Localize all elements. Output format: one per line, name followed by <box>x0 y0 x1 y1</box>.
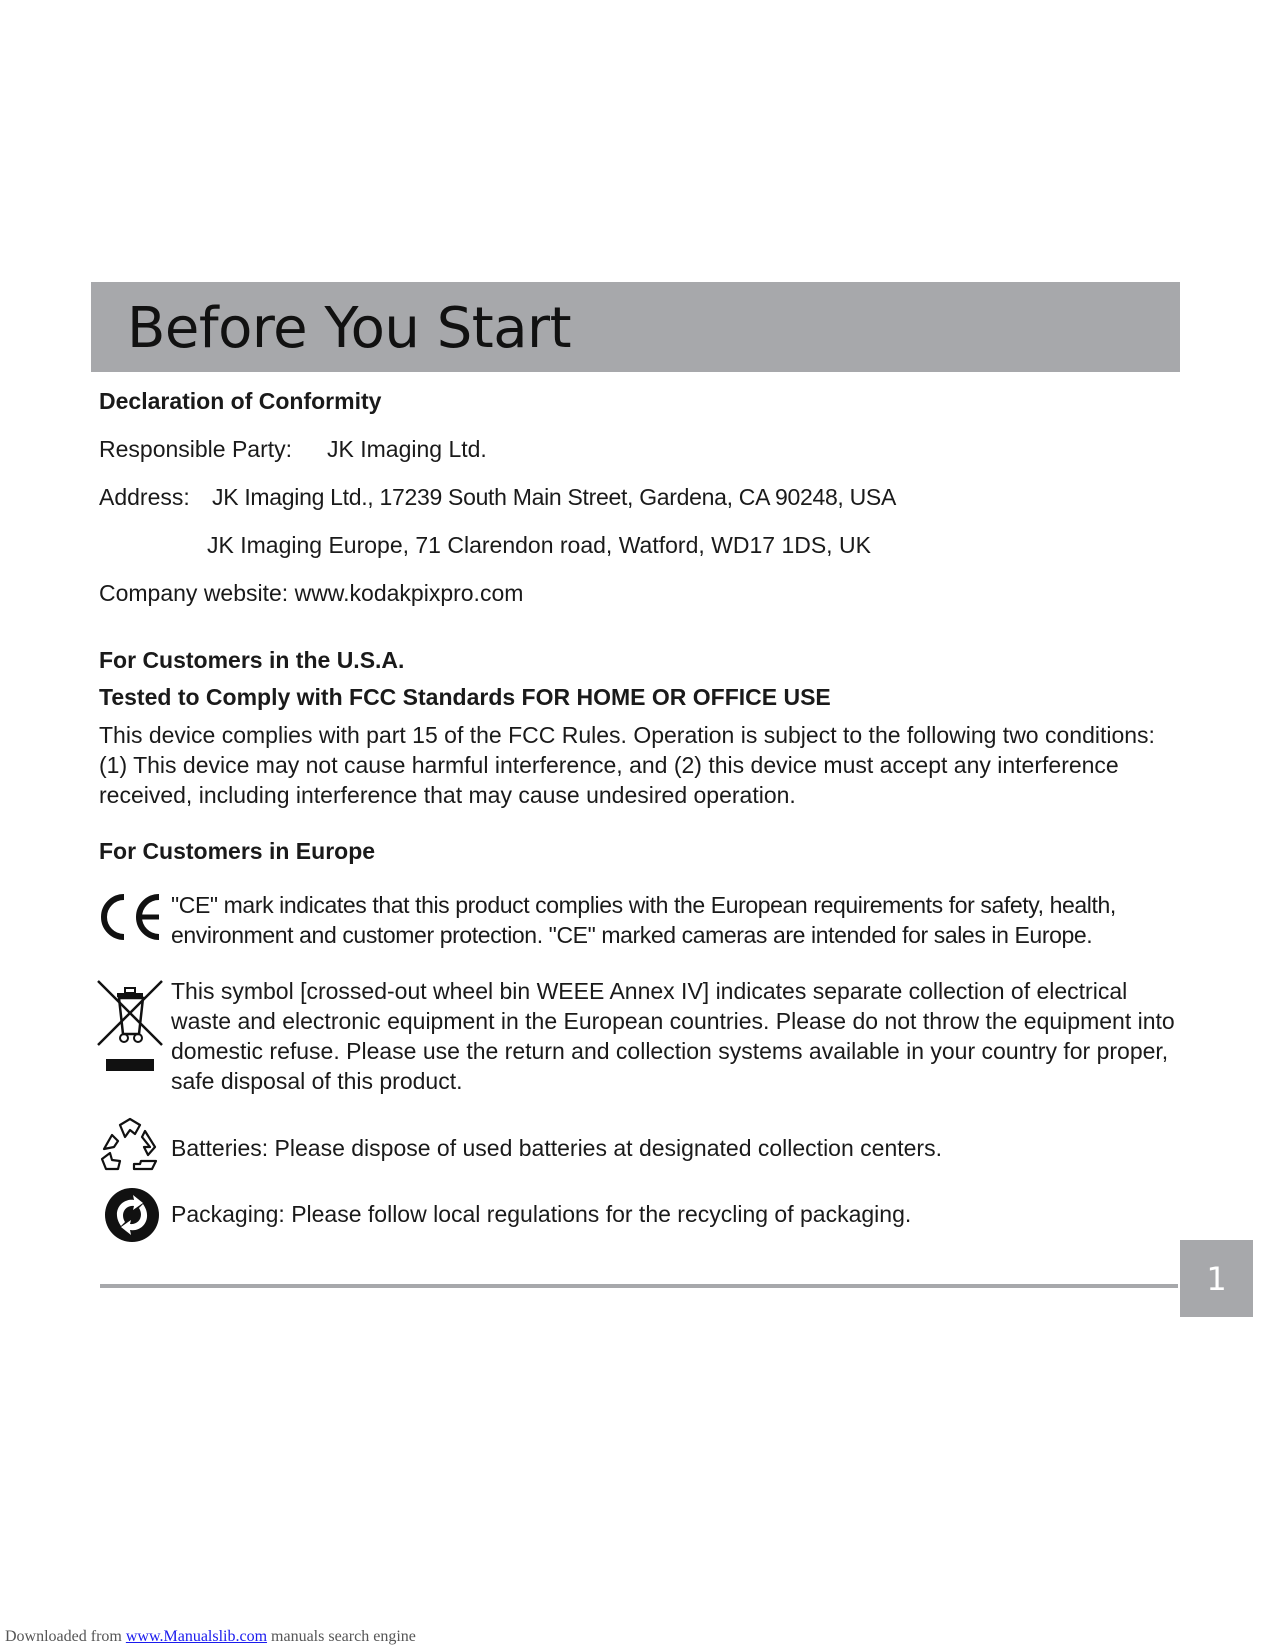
europe-heading: For Customers in Europe <box>99 838 376 864</box>
fcc-subheading: Tested to Comply with FCC Standards FOR HOME OR OFFICE USE <box>99 684 831 710</box>
recycle-icon <box>98 1117 162 1173</box>
address-line-1: JK Imaging Ltd., 17239 South Main Street, Gardena, CA 90248, USA <box>212 484 897 510</box>
address-label: Address: <box>99 484 190 510</box>
green-dot-icon <box>103 1186 161 1244</box>
page-number: 1 <box>1180 1240 1253 1317</box>
fcc-paragraph: This device complies with part 15 of the FCC Rules. Operation is subject to the following two conditions: (1) This device may not cause harmful interference, and (2) this device must accept any interference received, including interference that may cause undesired operation. <box>99 722 1155 808</box>
ce-mark-icon <box>98 893 162 941</box>
packaging-text: Packaging: Please follow local regulations for the recycling of packaging. <box>171 1201 912 1227</box>
ce-paragraph: "CE" mark indicates that this product complies with the European requirements for safety, health, environment and customer protection. "CE" marked cameras are intended for sales in Europe. <box>171 892 1116 948</box>
responsible-party-label: Responsible Party: <box>99 436 293 462</box>
footer-rule <box>100 1284 1178 1288</box>
download-footer <box>5 1628 416 1646</box>
crossed-out-bin-icon <box>96 979 164 1075</box>
usa-heading: For Customers in the U.S.A. <box>99 647 405 673</box>
manualslib-link[interactable]: www.Manualslib.com <box>125 1628 268 1645</box>
company-website: Company website: www.kodakpixpro.com <box>99 580 524 606</box>
footer-prefix: Downloaded from <box>5 1628 126 1645</box>
weee-paragraph: This symbol [crossed-out wheel bin WEEE Annex IV] indicates separate collection of electrical waste and electronic equipment in the European countries. Please do not throw the equipment into domestic refuse. Please use the return and collection systems available in your country for proper, safe disposal of this product. <box>171 978 1175 1094</box>
footer-suffix: manuals search engine <box>267 1628 416 1645</box>
batteries-text: Batteries: Please dispose of used batteries at designated collection centers. <box>171 1135 942 1161</box>
title-bar <box>91 282 1180 372</box>
address-line-2: JK Imaging Europe, 71 Clarendon road, Watford, WD17 1DS, UK <box>207 532 871 558</box>
responsible-party-value: JK Imaging Ltd. <box>327 436 487 462</box>
page-title: Before You Start <box>127 296 572 361</box>
declaration-heading: Declaration of Conformity <box>99 388 382 414</box>
